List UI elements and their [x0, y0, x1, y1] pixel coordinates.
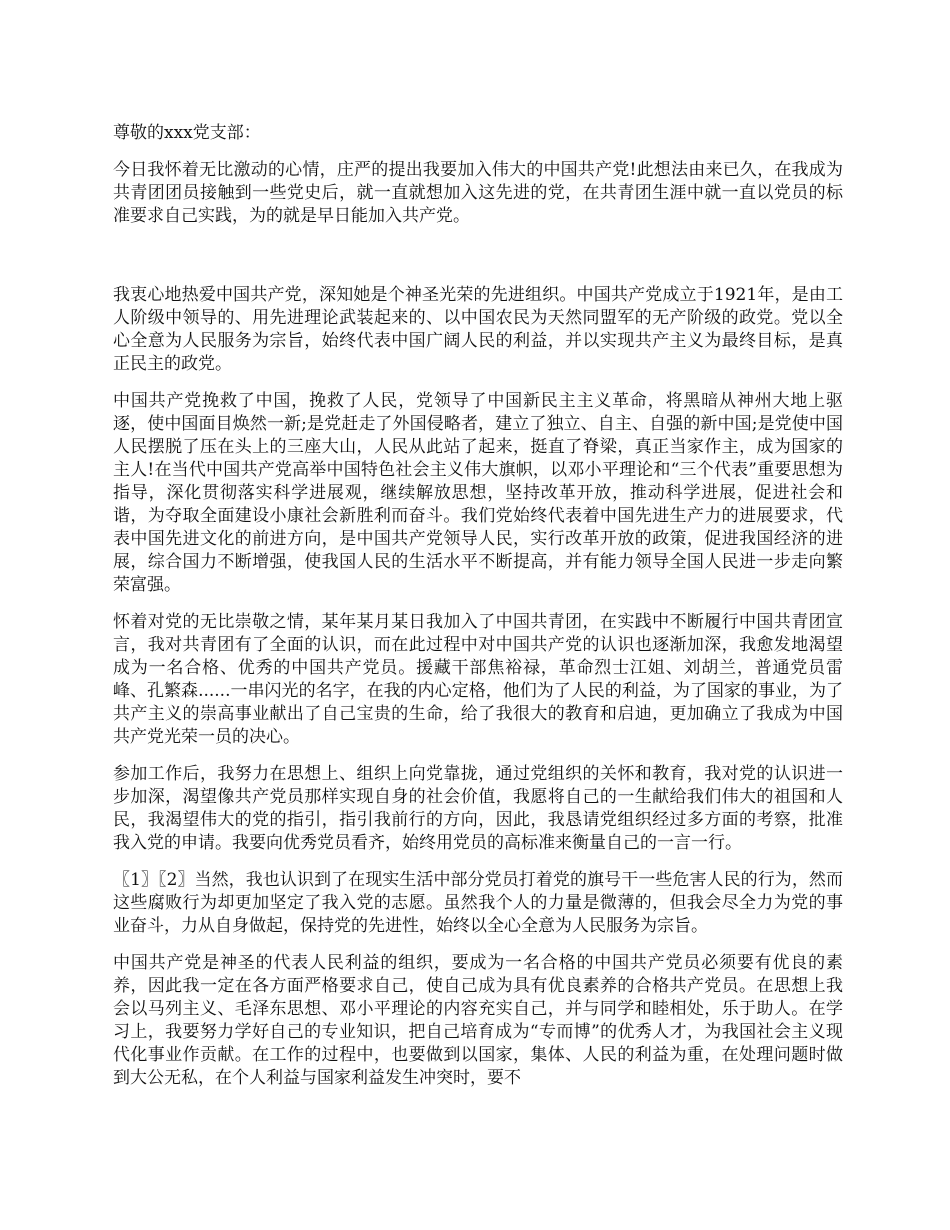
paragraph-gap — [113, 242, 843, 284]
paragraph-love-party: 我衷心地热爱中国共产党，深知她是个神圣光荣的先进组织。中国共产党成立于1921年，是由工人阶级中领导的、用先进理论武装起来的、以中国农民为天然同盟军的无产阶级的政党。党以全心全意为人民服务为宗旨，始终代表中国广阔人民的利益，并以实现共产主义为最终目标，是真正民主的政党。 — [113, 285, 843, 374]
paragraph-intro: 今日我怀着无比激动的心情，庄严的提出我要加入伟大的中国共产党!此想法由来已久，在我成为共青团团员接触到一些党史后，就一直就想加入这先进的党，在共青团生涯中就一直以党员的标准要求自己实践，为的就是早日能加入共产党。 — [113, 160, 843, 226]
paragraph-requirements: 中国共产党是神圣的代表人民利益的组织，要成为一名合格的中国共产党员必须要有优良的素养，因此我一定在各方面严格要求自己，使自己成为具有优良素养的合格共产党员。在思想上我会以马列主义、毛泽东思想、邓小平理论的内容充实自己，并与同学和睦相处，乐于助人。在学习上，我要努力学好自己的专业知识，把自己培育成为“专而博”的优秀人才，为我国社会主义现代化事业作贡献。在工作的过程中，也要做到以国家，集体、人民的利益为重，在处理问题时做到大公无私，在个人利益与国家利益发生冲突时，要不 — [113, 953, 843, 1088]
paragraph-awareness: 〖1〗〖2〗当然，我也认识到了在现实生活中部分党员打着党的旗号干一些危害人民的行为，然而这些腐败行为却更加坚定了我入党的志愿。虽然我个人的力量是微薄的，但我会尽全力为党的事业奋斗，力从自身做起，保持党的先进性，始终以全心全意为人民服务为宗旨。 — [113, 870, 843, 936]
document-page — [113, 122, 843, 1104]
paragraph-youth-league: 怀着对党的无比崇敬之情，某年某月某日我加入了中国共青团，在实践中不断履行中国共青团宣言，我对共青团有了全面的认识，而在此过程中对中国共产党的认识也逐渐加深，我愈发地渴望成为一名合格、优秀的中国共产党员。援藏干部焦裕禄，革命烈士江姐、刘胡兰，普通党员雷峰、孔繁森......一串闪光的名字，在我的内心定格，他们为了人民的利益，为了国家的事业，为了共产主义的崇高事业献出了自己宝贵的生命，给了我很大的教育和启迪，更加确立了我成为中国共产党光荣一员的决心。 — [113, 612, 843, 747]
paragraph-after-work: 参加工作后，我努力在思想上、组织上向党靠拢，通过党组织的关怀和教育，我对党的认识进一步加深，渴望像共产党员那样实现自身的社会价值，我愿将自己的一生献给我们伟大的祖国和人民，我渴望伟大的党的指引，指引我前行的方向，因此，我恳请党组织经过多方面的考察，批准我入党的申请。我要向优秀党员看齐，始终用党员的高标准来衡量自己的一言一行。 — [113, 764, 843, 853]
paragraph-party-saved-china: 中国共产党挽救了中国，挽救了人民，党领导了中国新民主主义革命，将黑暗从神州大地上驱逐，使中国面目焕然一新;是党赶走了外国侵略者，建立了独立、自主、自强的新中国;是党使中国人民摆脱了压在头上的三座大山，人民从此站了起来，挺直了脊梁，真正当家作主，成为国家的主人!在当代中国共产党高举中国特色社会主义伟大旗帜，以邓小平理论和“三个代表”重要思想为指导，深化贯彻落实科学进展观，继续解放思想，坚持改革开放，推动科学进展，促进社会和谐，为夺取全面建设小康社会新胜利而奋斗。我们党始终代表着中国先进生产力的进展要求，代表中国先进文化的前进方向，是中国共产党领导人民，实行改革开放的政策，促进我国经济的进展，综合国力不断增强，使我国人民的生活水平不断提高，并有能力领导全国人民进一步走向繁荣富强。 — [113, 391, 844, 595]
salutation: 尊敬的xxx党支部： — [113, 123, 261, 143]
